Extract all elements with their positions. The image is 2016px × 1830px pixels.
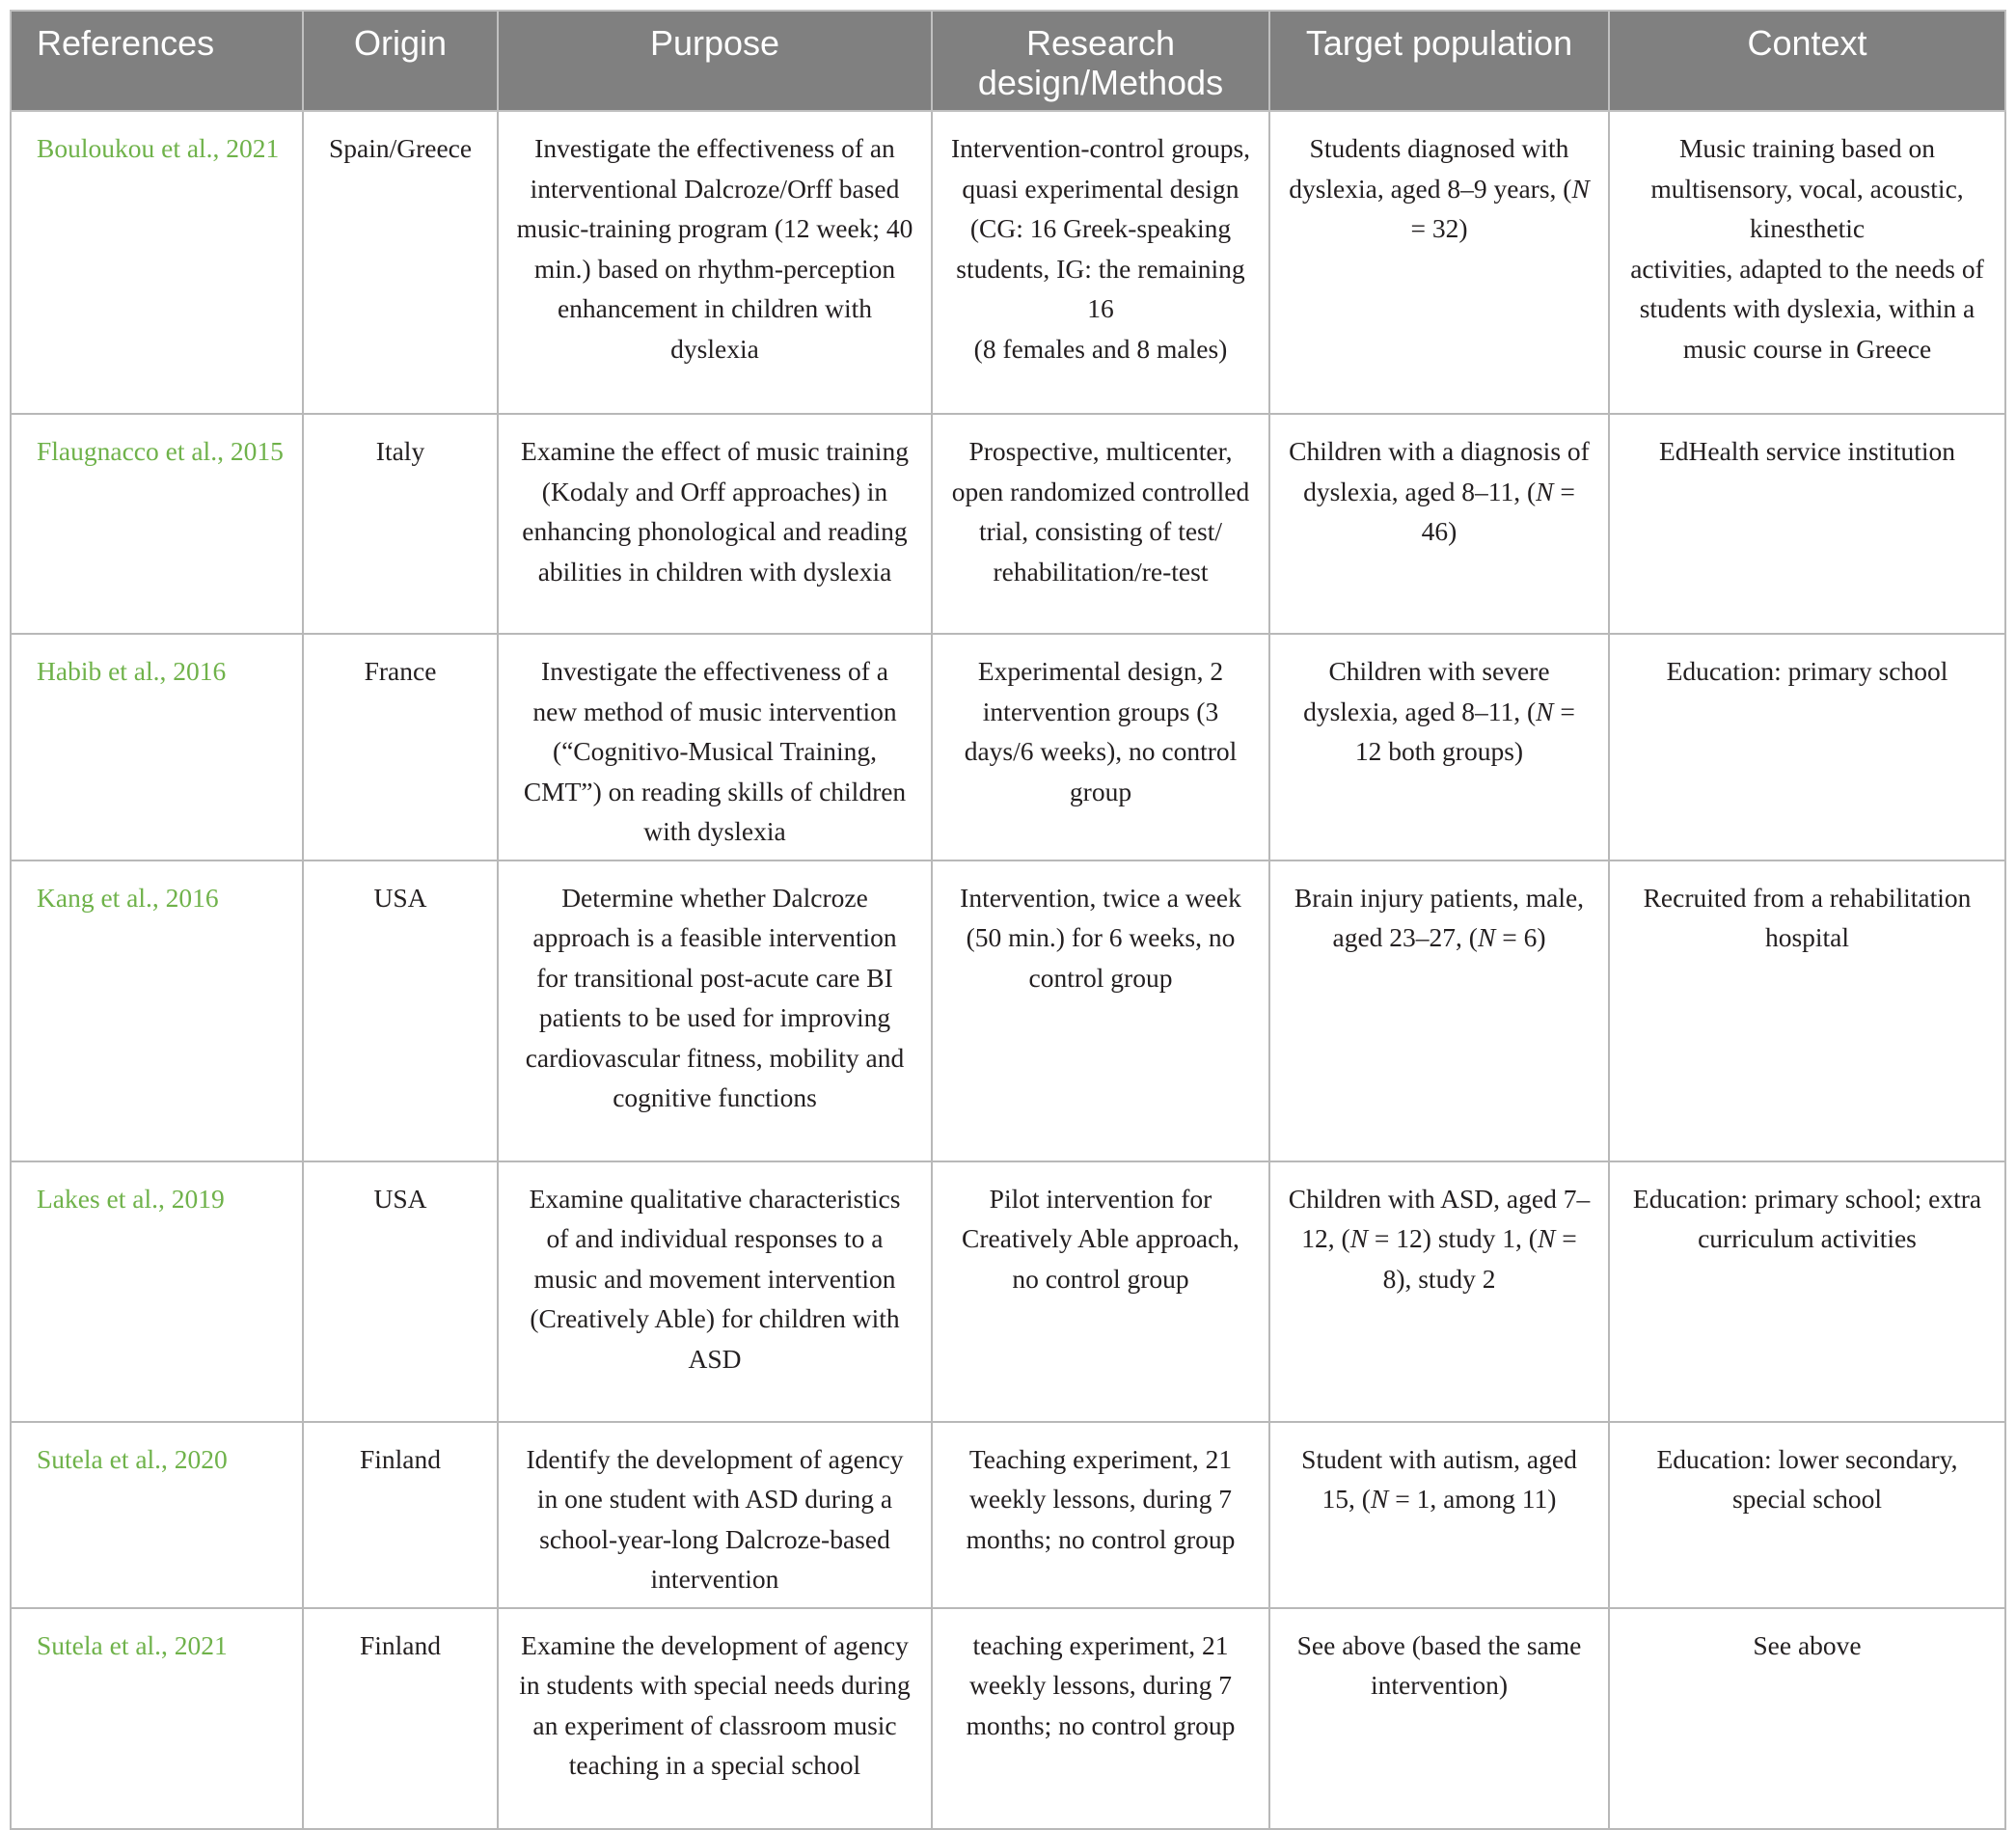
table-row xyxy=(11,1608,2005,1829)
design-cell: Prospective, multicenter, open randomized controlled trial, consisting of test/ rehabilitation/re-test xyxy=(932,414,1269,634)
origin-cell: France xyxy=(303,634,498,860)
population-text: = 12 both groups) xyxy=(1354,696,1575,766)
purpose-cell: Examine the development of agency in students with special needs during an experiment of classroom music teaching in a special school xyxy=(498,1608,932,1829)
design-cell: Teaching experiment, 21 weekly lessons, during 7 months; no control group xyxy=(932,1422,1269,1608)
purpose-cell: Investigate the effectiveness of an interventional Dalcroze/Orff based music-training program (12 week; 40 min.) based on rhythm-perception enhancement in children with dyslexia xyxy=(498,111,932,414)
header-context: Context xyxy=(1609,11,2005,111)
design-cell: Intervention, twice a week (50 min.) for 6 weeks, no control group xyxy=(932,860,1269,1161)
design-cell: teaching experiment, 21 weekly lessons, during 7 months; no control group xyxy=(932,1608,1269,1829)
table-body xyxy=(11,111,2005,1829)
context-cell: Music training based on multisensory, vocal, acoustic, kinesthetic activities, adapted to the needs of students with dyslexia, within a music course in Greece xyxy=(1609,111,2005,414)
table-row xyxy=(11,860,2005,1161)
purpose-cell: Examine qualitative characteristics of and individual responses to a music and movement intervention (Creatively Able) for children with ASD xyxy=(498,1161,932,1422)
table-row xyxy=(11,1161,2005,1422)
purpose-cell: Determine whether Dalcroze approach is a feasible intervention for transitional post-acute care BI patients to be used for improving cardiovascular fitness, mobility and cognitive functions xyxy=(498,860,932,1161)
population-text: Brain injury patients, male, aged 23–27, ( xyxy=(1294,882,1585,952)
header-references: References xyxy=(11,11,303,111)
header-research-design: Research design/Methods xyxy=(932,11,1269,111)
context-cell: See above xyxy=(1609,1608,2005,1829)
population-cell xyxy=(1269,634,1609,860)
origin-cell: USA xyxy=(303,1161,498,1422)
purpose-cell: Identify the development of agency in one student with ASD during a school-year-long Dalcroze-based intervention xyxy=(498,1422,932,1608)
population-text: Children with severe dyslexia, aged 8–11, ( xyxy=(1303,656,1550,726)
population-cell xyxy=(1269,1422,1609,1608)
population-text: = 8), study 2 xyxy=(1382,1223,1577,1294)
sample-size-symbol: N xyxy=(1477,922,1496,952)
population-cell xyxy=(1269,111,1609,414)
population-text: = 32) xyxy=(1410,213,1468,243)
origin-cell: Finland xyxy=(303,1422,498,1608)
purpose-cell: Examine the effect of music training (Kodaly and Orff approaches) in enhancing phonological and reading abilities in children with dyslexia xyxy=(498,414,932,634)
population-cell xyxy=(1269,1608,1609,1829)
table-row xyxy=(11,111,2005,414)
studies-table xyxy=(10,10,2006,1830)
population-text: Children with a diagnosis of dyslexia, aged 8–11, ( xyxy=(1289,436,1590,506)
context-cell: Education: primary school xyxy=(1609,634,2005,860)
reference-link[interactable]: Sutela et al., 2021 xyxy=(11,1608,303,1829)
header-origin: Origin xyxy=(303,11,498,111)
population-cell xyxy=(1269,860,1609,1161)
origin-cell: Italy xyxy=(303,414,498,634)
purpose-cell: Investigate the effectiveness of a new method of music intervention (“Cognitivo-Musical Training, CMT”) on reading skills of children with dyslexia xyxy=(498,634,932,860)
sample-size-symbol: N xyxy=(1571,173,1590,204)
population-text: = 12) study 1, ( xyxy=(1368,1223,1538,1253)
sample-size-symbol: N xyxy=(1536,476,1554,506)
origin-cell: Spain/Greece xyxy=(303,111,498,414)
table-row xyxy=(11,1422,2005,1608)
sample-size-symbol: N xyxy=(1370,1484,1389,1514)
header-target-population: Target population xyxy=(1269,11,1609,111)
population-text: Students diagnosed with dyslexia, aged 8–9 years, ( xyxy=(1289,133,1572,204)
header-row xyxy=(11,11,2005,111)
reference-link[interactable]: Kang et al., 2016 xyxy=(11,860,303,1161)
sample-size-symbol: N xyxy=(1537,1223,1556,1253)
origin-cell: USA xyxy=(303,860,498,1161)
context-cell: Education: primary school; extra curriculum activities xyxy=(1609,1161,2005,1422)
population-text: Student with autism, aged 15, ( xyxy=(1301,1443,1577,1514)
population-cell xyxy=(1269,414,1609,634)
reference-link[interactable]: Flaugnacco et al., 2015 xyxy=(11,414,303,634)
population-text: = 46) xyxy=(1421,476,1575,546)
design-cell: Pilot intervention for Creatively Able approach, no control group xyxy=(932,1161,1269,1422)
origin-cell: Finland xyxy=(303,1608,498,1829)
context-cell: EdHealth service institution xyxy=(1609,414,2005,634)
table-row xyxy=(11,414,2005,634)
sample-size-symbol: N xyxy=(1536,696,1554,726)
reference-link[interactable]: Sutela et al., 2020 xyxy=(11,1422,303,1608)
table-header xyxy=(11,11,2005,111)
table-row xyxy=(11,634,2005,860)
context-cell: Recruited from a rehabilitation hospital xyxy=(1609,860,2005,1161)
design-cell: Intervention-control groups, quasi experimental design (CG: 16 Greek-speaking students, IG: the remaining 16 (8 females and 8 males) xyxy=(932,111,1269,414)
design-cell: Experimental design, 2 intervention groups (3 days/6 weeks), no control group xyxy=(932,634,1269,860)
population-text: = 1, among 11) xyxy=(1388,1484,1557,1514)
reference-link[interactable]: Bouloukou et al., 2021 xyxy=(11,111,303,414)
reference-link[interactable]: Habib et al., 2016 xyxy=(11,634,303,860)
population-cell xyxy=(1269,1161,1609,1422)
population-text: See above (based the same intervention) xyxy=(1296,1629,1582,1700)
context-cell: Education: lower secondary, special school xyxy=(1609,1422,2005,1608)
population-text: = 6) xyxy=(1495,922,1546,952)
header-purpose: Purpose xyxy=(498,11,932,111)
reference-link[interactable]: Lakes et al., 2019 xyxy=(11,1161,303,1422)
population-text: Children with ASD, aged 7–12, ( xyxy=(1288,1183,1591,1253)
sample-size-symbol: N xyxy=(1349,1223,1369,1253)
